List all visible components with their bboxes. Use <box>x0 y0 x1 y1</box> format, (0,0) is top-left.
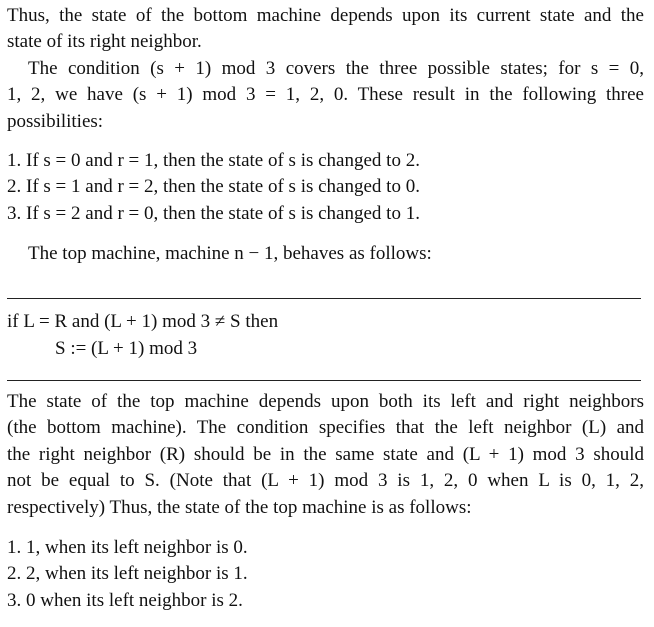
paragraph2-line-3: possibilities: <box>7 111 104 132</box>
list1-item-2: 2. If s = 1 and r = 2, then the state of s is changed to 0. <box>7 176 420 197</box>
top-machine-intro: The top machine, machine n − 1, behaves as follows: <box>28 243 432 264</box>
list1-item-1: 1. If s = 0 and r = 1, then the state of s is changed to 2. <box>7 150 420 171</box>
paragraph2-line-1: The condition (s + 1) mod 3 covers the three possible states; for s = 0, <box>28 58 644 79</box>
paragraph3-line-2: (the bottom machine). The condition specifies that the left neighbor (L) and <box>7 417 644 438</box>
list2-item-2: 2. 2, when its left neighbor is 1. <box>7 563 248 584</box>
paragraph1-line-2: state of its right neighbor. <box>7 31 202 52</box>
list1-item-3: 3. If s = 2 and r = 0, then the state of s is changed to 1. <box>7 203 420 224</box>
list2-item-3: 3. 0 when its left neighbor is 2. <box>7 590 243 611</box>
paragraph3-line-1: The state of the top machine depends upon both its left and right neighbors <box>7 391 644 412</box>
paragraph1-line-1: Thus, the state of the bottom machine depends upon its current state and the <box>7 5 644 26</box>
list2-item-1: 1. 1, when its left neighbor is 0. <box>7 537 248 558</box>
code-line-2: S := (L + 1) mod 3 <box>55 338 198 359</box>
code-top-rule <box>7 298 641 299</box>
paragraph3-line-3: the right neighbor (R) should be in the same state and (L + 1) mod 3 should <box>7 444 644 465</box>
paragraph2-line-2: 1, 2, we have (s + 1) mod 3 = 1, 2, 0. These result in the following three <box>7 84 644 105</box>
paragraph3-line-4: not be equal to S. (Note that (L + 1) mod 3 is 1, 2, 0 when L is 0, 1, 2, <box>7 470 644 491</box>
code-line-1: if L = R and (L + 1) mod 3 ≠ S then <box>7 311 279 332</box>
code-bottom-rule <box>7 380 641 381</box>
paragraph3-line-5: respectively) Thus, the state of the top machine is as follows: <box>7 497 472 518</box>
